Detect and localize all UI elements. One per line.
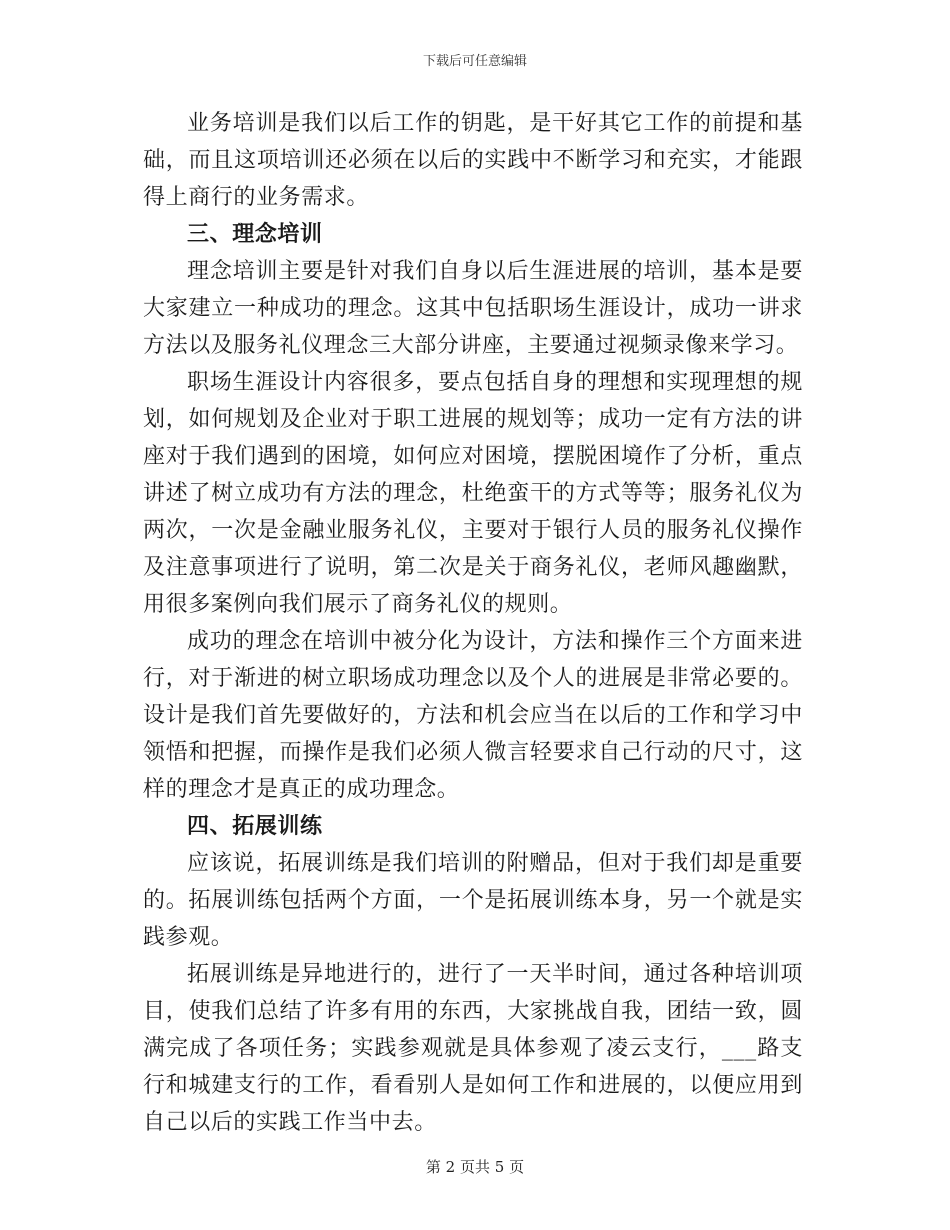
paragraph: 应该说，拓展训练是我们培训的附赠品，但对于我们却是重要的。拓展训练包括两个方面，一个是拓展训练本身，另一个就是实践参观。 <box>143 851 803 950</box>
paragraph: 拓展训练是异地进行的，进行了一天半时间，通过各种培训项目，使我们总结了许多有用的东西，大家挑战自我，团结一致，圆满完成了各项任务；实践参观就是具体参观了凌云支行，___路支行和城建支行的工作，看看别人是如何工作和进展的，以便应用到自己以后的实践工作当中去。 <box>143 962 803 1135</box>
paragraph: 成功的理念在培训中被分化为设计，方法和操作三个方面来进行，对于渐进的树立职场成功理念以及个人的进展是非常必要的。设计是我们首先要做好的，方法和机会应当在以后的工作和学习中领悟和把握，而操作是我们必须人微言轻要求自己行动的尺寸，这样的理念才是真正的成功理念。 <box>143 629 803 802</box>
page-footer: 第 2 页共 5 页 <box>425 1158 525 1176</box>
section-heading: 三、理念培训 <box>187 221 323 247</box>
paragraph: 职场生涯设计内容很多，要点包括自身的理想和实现理想的规划，如何规划及企业对于职工进展的规划等；成功一定有方法的讲座对于我们遇到的困境，如何应对困境，摆脱困境作了分析，重点讲述了树立成功有方法的理念，杜绝蛮干的方式等等；服务礼仪为两次，一次是金融业服务礼仪，主要对于银行人员的服务礼仪操作及注意事项进行了说明，第二次是关于商务礼仪，老师风趣幽默，用很多案例向我们展示了商务礼仪的规则。 <box>143 370 803 617</box>
section-heading: 四、拓展训练 <box>187 813 323 839</box>
page-header: 下载后可任意编辑 <box>422 54 527 69</box>
paragraph: 理念培训主要是针对我们自身以后生涯进展的培训，基本是要大家建立一种成功的理念。这其中包括职场生涯设计，成功一讲求方法以及服务礼仪理念三大部分讲座，主要通过视频录像来学习。 <box>143 259 803 358</box>
document-body <box>143 105 803 1141</box>
paragraph: 业务培训是我们以后工作的钥匙，是干好其它工作的前提和基础，而且这项培训还必须在以后的实践中不断学习和充实，才能跟得上商行的业务需求。 <box>143 111 803 210</box>
